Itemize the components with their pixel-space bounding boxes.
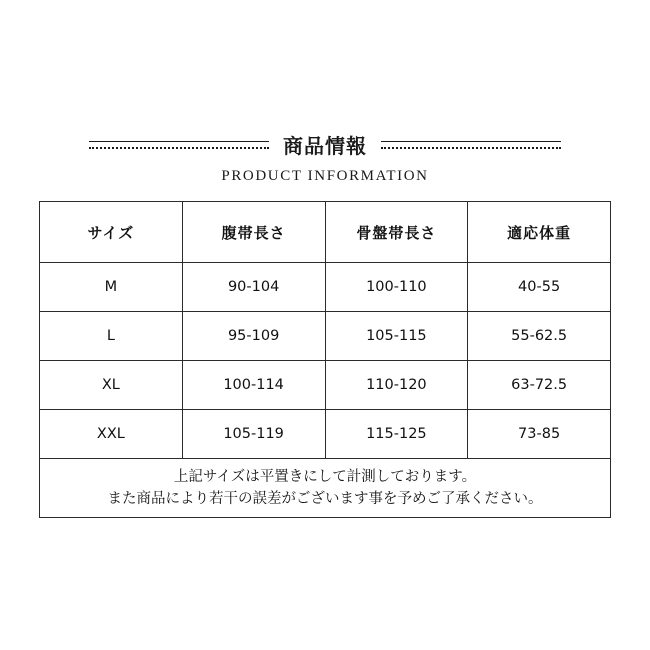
cell-belly-band-length: 100-114 <box>182 361 325 410</box>
table-row <box>40 410 611 459</box>
measurement-note <box>40 459 611 518</box>
cell-pelvic-band-length: 105-115 <box>325 312 468 361</box>
size-table-body <box>40 263 611 518</box>
cell-suitable-weight: 55-62.5 <box>468 312 611 361</box>
page-subtitle: PRODUCT INFORMATION <box>221 168 429 184</box>
header-rule-right <box>381 139 591 150</box>
measurement-note-line-2: また商品により若干の誤差がございます事を予めご了承ください。 <box>107 491 543 507</box>
cell-size: XXL <box>40 410 183 459</box>
column-header-pelvic-band-length: 骨盤帯長さ <box>325 202 468 263</box>
table-row <box>40 361 611 410</box>
page-title: 商品情報 <box>283 134 367 158</box>
size-table-container <box>39 201 611 518</box>
table-row <box>40 263 611 312</box>
cell-belly-band-length: 95-109 <box>182 312 325 361</box>
cell-size: L <box>40 312 183 361</box>
cell-pelvic-band-length: 115-125 <box>325 410 468 459</box>
measurement-note-line-1: 上記サイズは平置きにして計測しております。 <box>173 468 477 485</box>
header-rule-left <box>59 139 269 150</box>
column-header-suitable-weight: 適応体重 <box>468 202 611 263</box>
cell-pelvic-band-length: 110-120 <box>325 361 468 410</box>
table-row <box>40 312 611 361</box>
header-rule-left-dashed <box>89 147 269 149</box>
cell-belly-band-length: 90-104 <box>182 263 325 312</box>
cell-size: M <box>40 263 183 312</box>
cell-suitable-weight: 73-85 <box>468 410 611 459</box>
table-note-row <box>40 459 611 518</box>
table-header-row <box>40 202 611 263</box>
header-rule-right-solid <box>381 141 561 142</box>
section-header <box>0 130 650 159</box>
cell-suitable-weight: 63-72.5 <box>468 361 611 410</box>
cell-pelvic-band-length: 100-110 <box>325 263 468 312</box>
column-header-belly-band-length: 腹帯長さ <box>182 202 325 263</box>
header-rule-left-solid <box>89 141 269 142</box>
size-table-head <box>40 202 611 263</box>
cell-suitable-weight: 40-55 <box>468 263 611 312</box>
column-header-size: サイズ <box>40 202 183 263</box>
cell-size: XL <box>40 361 183 410</box>
header-rule-right-dashed <box>381 147 561 149</box>
cell-belly-band-length: 105-119 <box>182 410 325 459</box>
size-table <box>39 201 611 518</box>
